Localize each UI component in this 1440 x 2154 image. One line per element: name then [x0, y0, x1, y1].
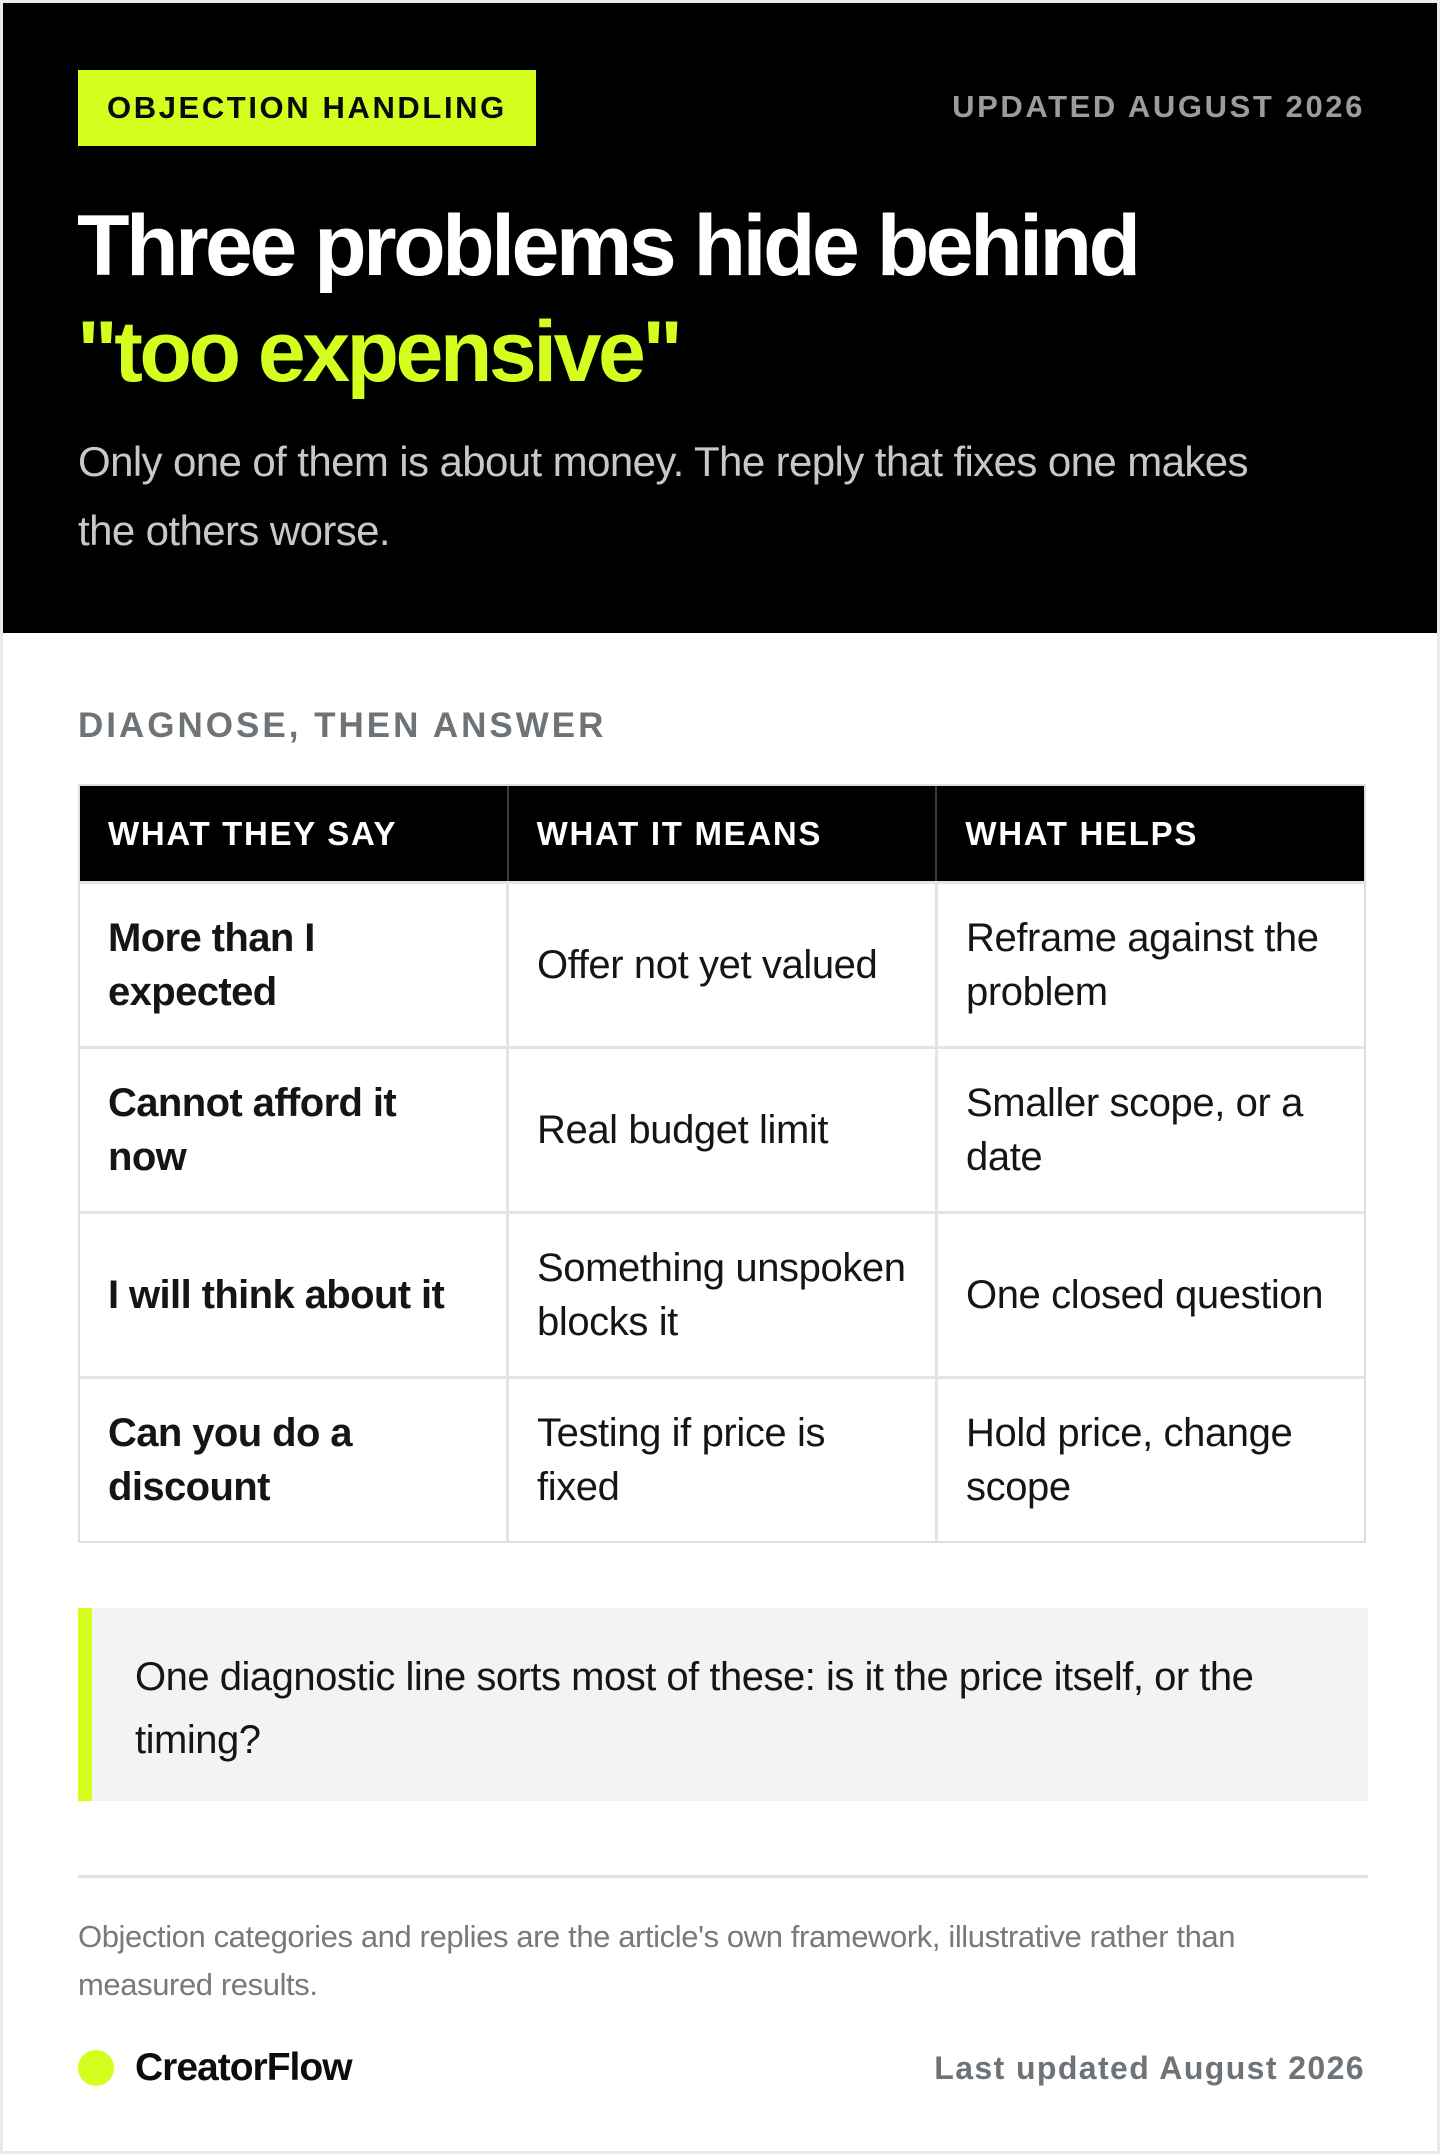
header-what-helps: WHAT HELPS — [965, 814, 1199, 852]
updated-date-top: UPDATED AUGUST 2026 — [952, 89, 1365, 124]
table-row — [80, 1211, 1364, 1376]
title-line-1: Three problems hide behind — [77, 198, 1138, 294]
hero-header — [3, 3, 1437, 633]
cell-what-they-say: Can you do a discount — [80, 1379, 509, 1541]
cell-what-helps: Smaller scope, or a date — [966, 1081, 1303, 1179]
cell-what-it-means: Real budget limit — [509, 1049, 938, 1211]
diagnostic-callout: One diagnostic line sorts most of these: is it the price itself, or the timing? — [78, 1608, 1368, 1801]
title-line-2: "too expensive" — [77, 304, 680, 400]
brand — [78, 2046, 352, 2090]
header-what-it-means: WHAT IT MEANS — [509, 786, 938, 881]
cell-what-helps: Reframe against the problem — [966, 916, 1319, 1014]
brand-name: CreatorFlow — [135, 2046, 352, 2089]
objection-table — [78, 784, 1366, 1543]
table-row — [80, 1046, 1364, 1211]
cell-what-helps: Hold price, change scope — [966, 1411, 1293, 1509]
subtitle: Only one of them is about money. The reply that fixes one makes the others worse. — [78, 438, 1248, 554]
updated-date-bottom: Last updated August 2026 — [934, 2050, 1365, 2086]
cell-what-helps: One closed question — [966, 1273, 1324, 1317]
header-what-they-say: WHAT THEY SAY — [80, 786, 509, 881]
divider — [78, 1875, 1368, 1878]
brand-dot-icon — [78, 2050, 114, 2086]
footnote: Objection categories and replies are the article's own framework, illustrative rather than measured results. — [78, 1919, 1236, 2002]
table-row — [80, 881, 1364, 1046]
page-title — [77, 193, 1377, 405]
cell-what-it-means: Something unspoken blocks it — [509, 1214, 938, 1376]
table-header — [80, 786, 1364, 881]
cell-what-they-say: More than I expected — [80, 884, 509, 1046]
cell-what-it-means: Testing if price is fixed — [509, 1379, 938, 1541]
cell-what-it-means: Offer not yet valued — [509, 884, 938, 1046]
category-tag: OBJECTION HANDLING — [78, 70, 536, 146]
cell-what-they-say: Cannot afford it now — [80, 1049, 509, 1211]
section-label: DIAGNOSE, THEN ANSWER — [78, 706, 607, 745]
cell-what-they-say: I will think about it — [80, 1214, 509, 1376]
table-row — [80, 1376, 1364, 1541]
